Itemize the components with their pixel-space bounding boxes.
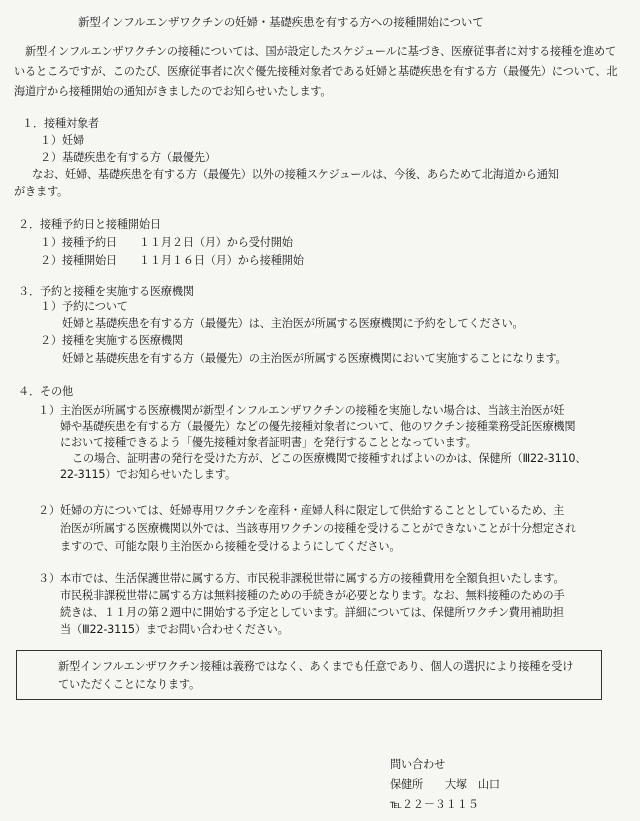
contact-office: 保健所 大塚 山口 xyxy=(390,778,500,791)
section-4-p3-line: ３）本市では、生活保護世帯に属する方、市民税非課税世帯に属する方の接種費用を全額負担いたします。 xyxy=(38,572,565,585)
section-2-item-2: ２）接種開始日 １１月１６日（月）から接種開始 xyxy=(40,254,304,267)
section-4-p1-line: １）主治医が所属する医療機関が新型インフルエンザワクチンの接種を実施しない場合は、当該主治医が妊 xyxy=(38,404,565,417)
notice-box xyxy=(16,650,602,700)
section-3-heading: ３．予約と接種を実施する医療機関 xyxy=(18,285,194,298)
section-4-p1-line: において接種できるよう「優先接種対象者証明書」を発行することとなっています。 xyxy=(60,436,477,449)
notice-line: 新型インフルエンザワクチン接種は義務ではなく、あくまでも任意であり、個人の選択により接種を受け xyxy=(58,660,574,673)
contact-tel: ℡２２－３１１５ xyxy=(390,798,479,811)
section-4-p1-line: 22-3115）でお知らせいたします。 xyxy=(60,468,236,481)
section-1-item-1: １）妊婦 xyxy=(40,134,84,147)
section-2-item-1: １）接種予約日 １１月２日（月）から受付開始 xyxy=(40,236,293,249)
section-4-p2-line: ２）妊婦の方については、妊婦専用ワクチンを産科・産婦人科に限定して供給することとしているため、主 xyxy=(38,504,565,517)
section-4-p3-line: 市民税非課税世帯に属する方は無料接種のための手続きが必要となります。なお、無料接種のための手 xyxy=(60,589,565,602)
section-4-p3-line: 当（Ⅲ22-3115）までお問い合わせください。 xyxy=(60,623,289,636)
section-3-item-1-body: 妊婦と基礎疾患を有する方（最優先）は、主治医が所属する医療機関に予約をしてください。 xyxy=(62,317,524,330)
section-4-p1-line: 婦や基礎疾患を有する方（最優先）などの優先接種対象者について、他のワクチン接種業務受託医療機関 xyxy=(60,420,576,433)
intro-paragraph: 新型インフルエンザワクチンの接種については、国が設定したスケジュールに基づき、医療従事者に対する接種を進めているところですが、このたび、医療従事者に次ぐ優先接種対象者である妊婦と基礎疾患を有する方（最優先）について、北海道庁から接種開始の通知がきましたのでお知らせいたします。 xyxy=(14,45,618,98)
section-4-p2-line: 治医が所属する医療機関以外では、当該専用ワクチンの接種を受けることができないことが十分想定され xyxy=(60,522,576,535)
section-1-item-2: ２）基礎疾患を有する方（最優先） xyxy=(40,151,216,164)
section-4-heading: ４．その他 xyxy=(18,385,73,398)
section-1-heading: １．接種対象者 xyxy=(22,117,99,130)
section-4-p2-line: ますので、可能な限り主治医から接種を受けるようにしてください。 xyxy=(60,540,401,553)
section-3-item-2-head: ２）接種を実施する医療機関 xyxy=(40,334,183,347)
contact-label: 問い合わせ xyxy=(390,758,445,771)
section-2-heading: ２．接種予約日と接種開始日 xyxy=(18,218,161,231)
section-1-note-line-1: なお、妊婦、基礎疾患を有する方（最優先）以外の接種スケジュールは、今後、あらためて北海道から通知 xyxy=(32,168,559,181)
document-title: 新型インフルエンザワクチンの妊婦・基礎疾患を有する方への接種開始について xyxy=(78,15,484,29)
notice-line: ていただくことになります。 xyxy=(58,678,200,691)
section-4-p1-line: この場合、証明書の発行を受けた方が、どこの医療機関で接種すればよいのかは、保健所（Ⅲ22-3110、 xyxy=(72,452,587,465)
section-3-item-1-head: １）予約について xyxy=(40,300,128,313)
section-1-note-line-2: がきます。 xyxy=(14,185,69,198)
section-3-item-2-body: 妊婦と基礎疾患を有する方（最優先）の主治医が所属する医療機関において実施することになります。 xyxy=(62,352,567,365)
section-4-p3-line: 続きは、１１月の第２週中に開始する予定としています。詳細については、保健所ワクチン費用補助担 xyxy=(60,606,564,619)
